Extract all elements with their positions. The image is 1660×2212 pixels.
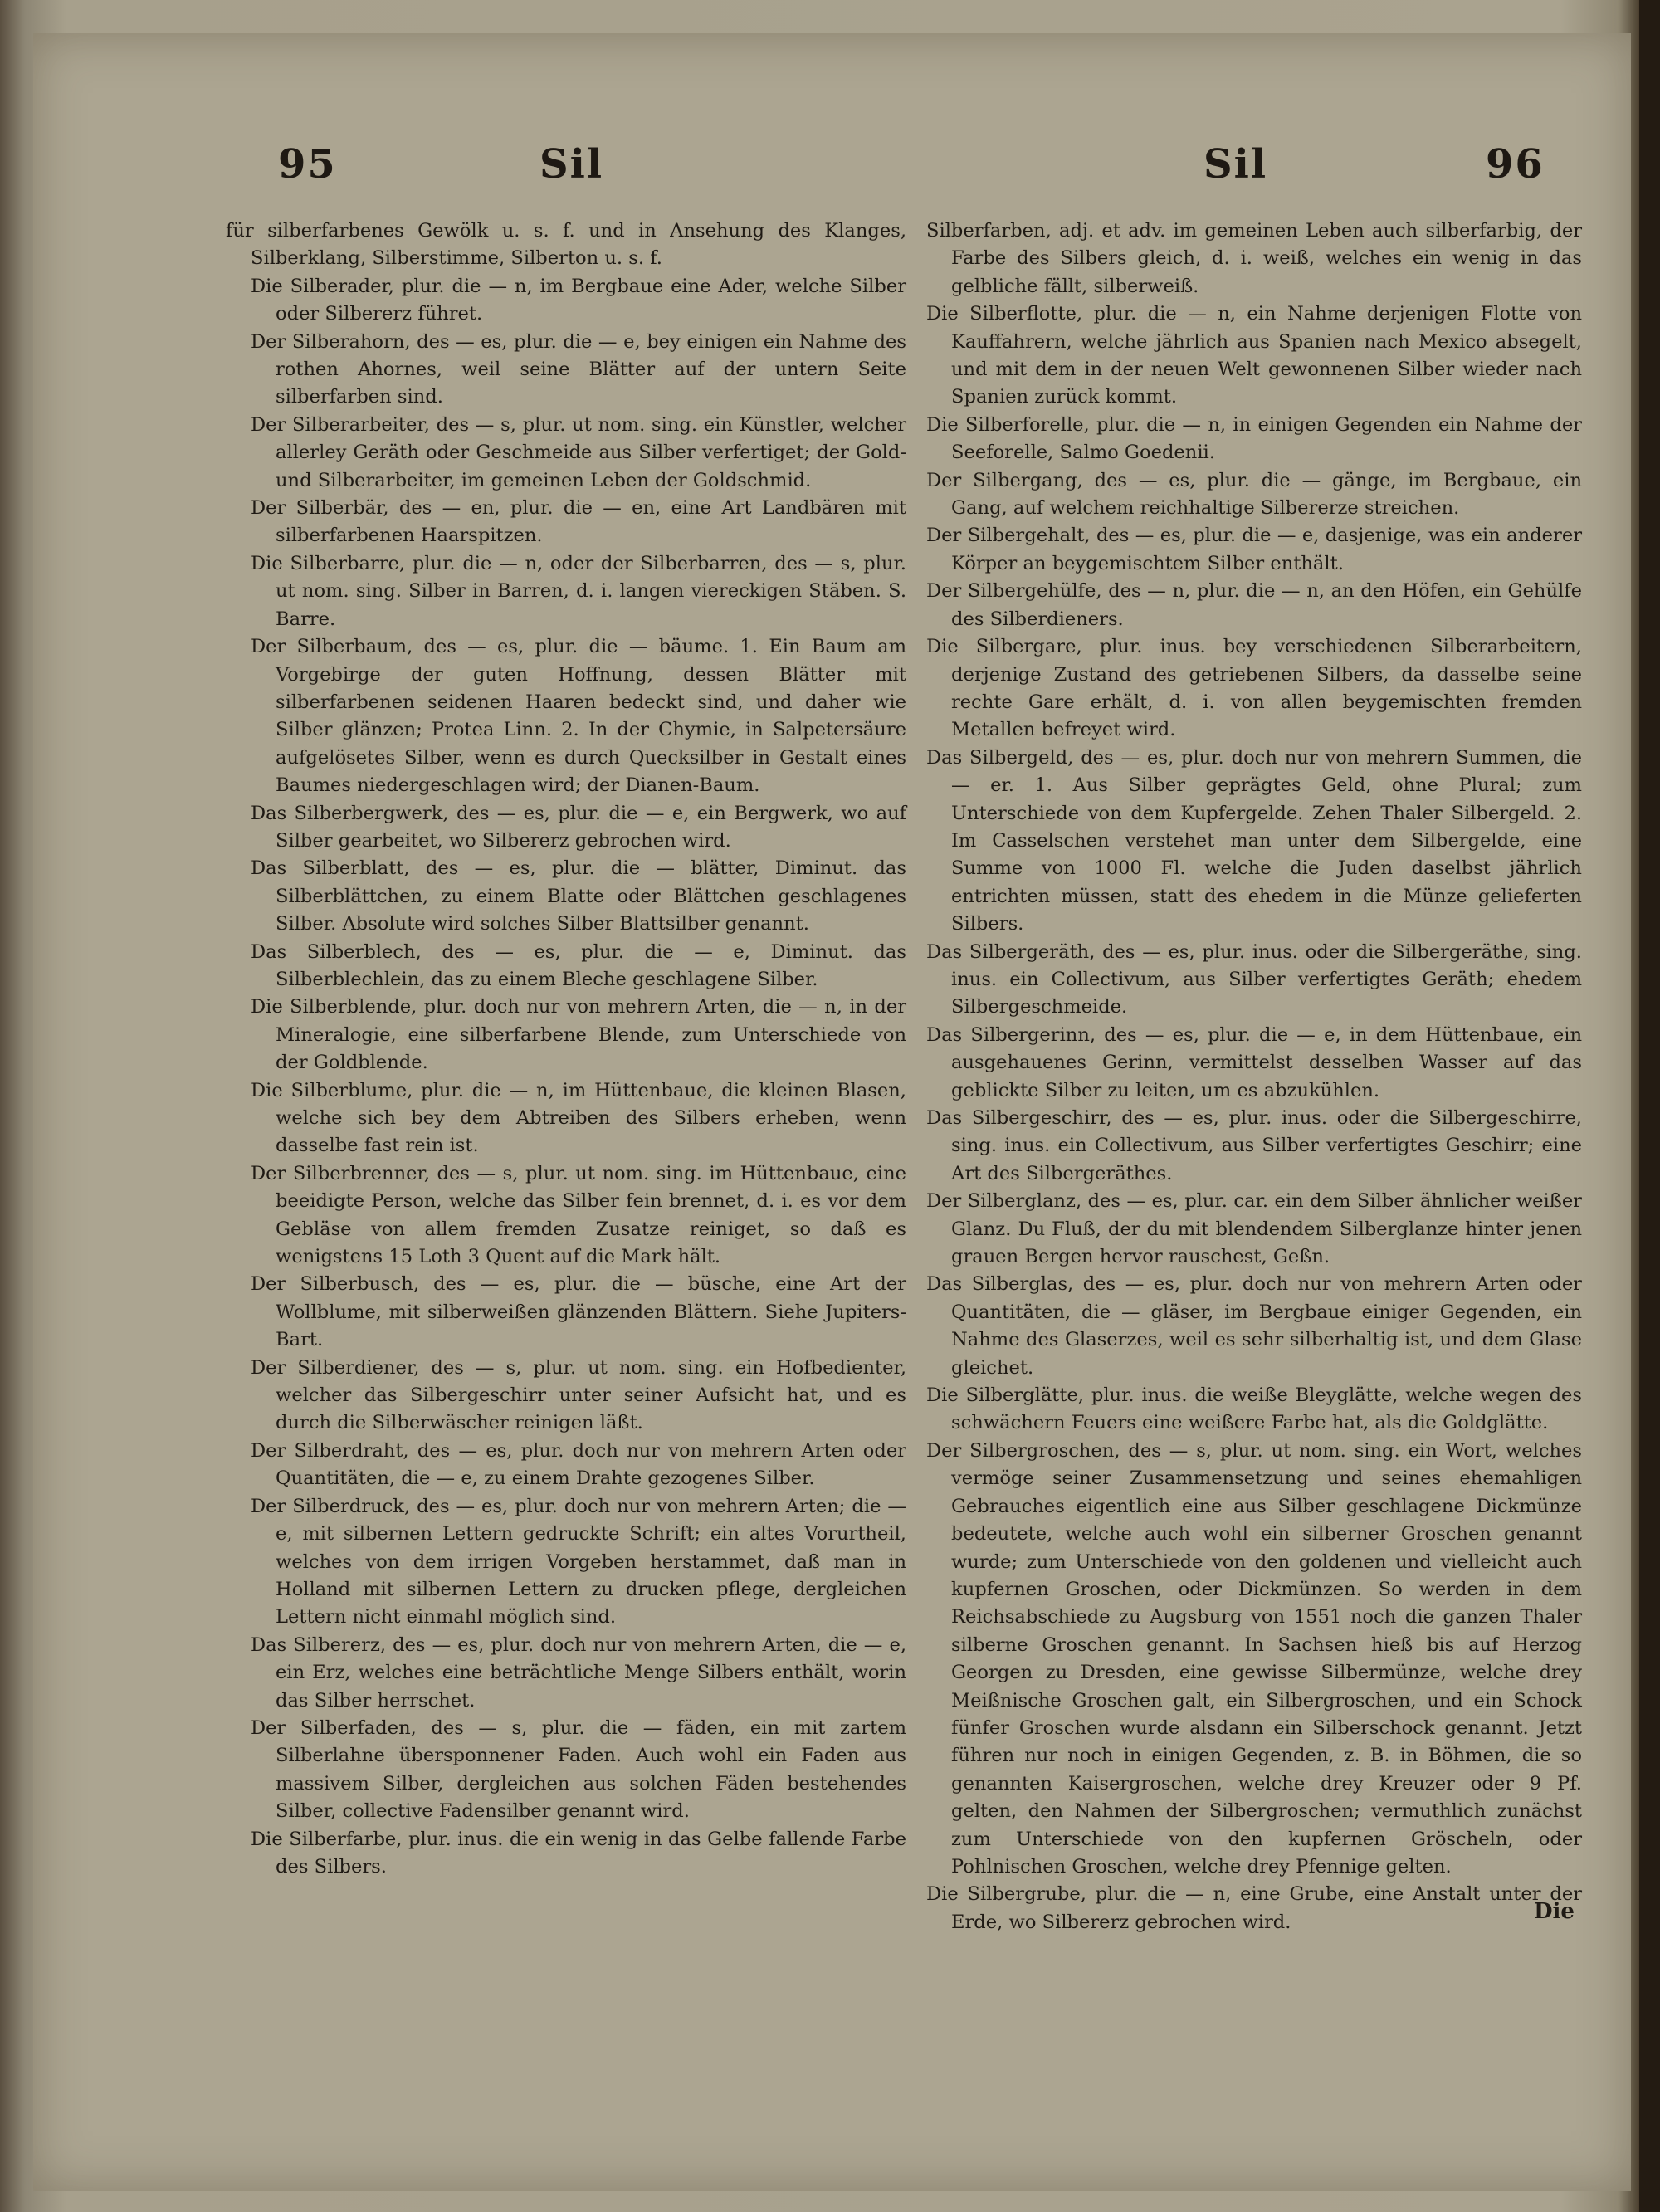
catchword: Die xyxy=(1534,1899,1575,1924)
dictionary-entry: Die Silberblende, plur. doch nur von mehrern Arten, die — n, in der Mineralogie, eine silberfarbene Blende, zum Unterschiede von der Goldblende. xyxy=(251,996,906,1074)
dictionary-entry: Die Silberblume, plur. die — n, im Hüttenbaue, die kleinen Blasen, welche sich bey dem Abtreiben des Silbers erheben, wenn dasselbe fast rein ist. xyxy=(251,1079,906,1157)
dictionary-entry: Die Silbergare, plur. inus. bey verschiedenen Silberarbeitern, derjenige Zustand des getriebenen Silbers, da dasselbe seine rechte Gare erhält, d. i. von allen beygemischten fremden Metallen befreyet wird. xyxy=(926,636,1582,741)
dictionary-entry: Der Silberbaum, des — es, plur. die — bäume. 1. Ein Baum am Vorgebirge der guten Hoffnung, dessen Blätter mit silberfarbenen seidenen Haaren bedeckt sind, und daher wie Silber glänzen; Protea Linn. 2. In der Chymie, in Salpetersäure aufgelösetes Silber, wenn es durch Quecksilber in Gestalt eines Baumes niedergeschlagen wird; der Dianen-Baum. xyxy=(251,636,906,797)
dictionary-entry: Die Silberfarbe, plur. inus. die ein wenig in das Gelbe fallende Farbe des Silbers. xyxy=(251,1828,906,1878)
dictionary-entry: Das Silbergeräth, des — es, plur. inus. oder die Silbergeräthe, sing. inus. ein Collectivum, aus Silber verfertigtes Geräth; ehedem Silbergeschmeide. xyxy=(926,940,1582,1018)
dictionary-entry: Der Silberarbeiter, des — s, plur. ut nom. sing. ein Künstler, welcher allerley Geräth oder Geschmeide aus Silber verfertiget; der Gold- und Silberarbeiter, im gemeinen Leben der Goldschmid. xyxy=(251,413,906,491)
dictionary-entry: Der Silberbär, des — en, plur. die — en, eine Art Landbären mit silberfarbenen Haarspitzen. xyxy=(251,497,906,547)
dictionary-entry: Das Silbergerinn, des — es, plur. die — e, in dem Hüttenbaue, ein ausgehauenes Gerinn, vermittelst desselben Wasser auf das geblickte Silber zu leiten, um es abzukühlen. xyxy=(926,1023,1582,1101)
dictionary-entry: Das Silberbergwerk, des — es, plur. die — e, ein Bergwerk, wo auf Silber gearbeitet, wo Silbererz gebrochen wird. xyxy=(251,802,906,852)
dictionary-entry: Der Silbergehalt, des — es, plur. die — e, dasjenige, was ein anderer Körper an beygemischtem Silber enthält. xyxy=(926,525,1582,574)
dictionary-entry: Der Silbergehülfe, des — n, plur. die — n, an den Höfen, ein Gehülfe des Silberdieners. xyxy=(926,580,1582,630)
right-running-head: Sil xyxy=(1204,141,1268,188)
dictionary-entry: Die Silberflotte, plur. die — n, ein Nahme derjenigen Flotte von Kauffahrern, welche jährlich aus Spanien nach Mexico absegelt, und mit dem in der neuen Welt gewonnenen Silber wieder nach Spanien zurück kommt. xyxy=(926,303,1582,408)
dictionary-entry: Der Silberglanz, des — es, plur. car. ein dem Silber ähnlicher weißer Glanz. Du Fluß, der du mit blendendem Silberglanze hinter jenen grauen Bergen hervor rauschest, Geßn. xyxy=(926,1190,1582,1268)
dictionary-entry: Der Silbergang, des — es, plur. die — gänge, im Bergbaue, ein Gang, auf welchem reichhaltige Silbererze streichen. xyxy=(926,469,1582,520)
dictionary-entry: Der Silberdiener, des — s, plur. ut nom. sing. ein Hofbedienter, welcher das Silbergeschirr unter seiner Aufsicht hat, und es durch die Silberwäscher reinigen läßt. xyxy=(251,1356,906,1434)
dictionary-entry: Der Silberfaden, des — s, plur. die — fäden, ein mit zartem Silberlahne übersponnener Faden. Auch wohl ein Faden aus massivem Silber, dergleichen aus solchen Fäden bestehendes Silber, collective Fadensilber genannt wird. xyxy=(251,1716,906,1823)
right-page-number: 96 xyxy=(1486,141,1545,188)
dictionary-entry: Das Silbererz, des — es, plur. doch nur von mehrern Arten, die — e, ein Erz, welches eine beträchtliche Menge Silbers enthält, worin das Silber herrschet. xyxy=(251,1633,906,1711)
dictionary-entry: Das Silberglas, des — es, plur. doch nur von mehrern Arten oder Quantitäten, die — gläser, im Bergbaue einiger Gegenden, ein Nahme des Glaserzes, weil es sehr silberhaltig ist, und dem Glase gleichet. xyxy=(926,1273,1582,1379)
right-column xyxy=(926,217,1582,1936)
dictionary-entry: Der Silberdruck, des — es, plur. doch nur von mehrern Arten; die — e, mit silbernen Lettern gedruckte Schrift; ein altes Vorurtheil, welches von dem irrigen Vorgeben herstammet, daß man in Holland mit silbernen Lettern zu drucken pflege, dergleichen Lettern nicht einmahl möglich sind. xyxy=(251,1495,906,1628)
dictionary-entry: Der Silberbusch, des — es, plur. die — büsche, eine Art der Wollblume, mit silberweißen glänzenden Blättern. Siehe Jupiters-Bart. xyxy=(251,1273,906,1351)
left-column xyxy=(226,217,906,1881)
dictionary-entry: für silberfarbenes Gewölk u. s. f. und in Ansehung des Klanges, Silberklang, Silberstimme, Silberton u. s. f. xyxy=(226,220,906,270)
dictionary-entry: Die Silberforelle, plur. die — n, in einigen Gegenden ein Nahme der Seeforelle, Salmo Goedenii. xyxy=(926,413,1582,464)
dictionary-entry: Der Silberahorn, des — es, plur. die — e, bey einigen ein Nahme des rothen Ahornes, weil seine Blätter auf der untern Seite silberfarben sind. xyxy=(251,330,906,408)
dictionary-entry: Das Silbergeld, des — es, plur. doch nur von mehrern Summen, die — er. 1. Aus Silber geprägtes Geld, ohne Plural; zum Unterschiede von dem Kupfergelde. Zehen Thaler Silbergeld. 2. Im Casselschen verstehet man unter dem Silbergelde, eine Summe von 1000 Fl. welche die Juden daselbst jährlich entrichten müssen, statt des ehedem in die Münze gelieferten Silbers. xyxy=(926,746,1582,935)
dictionary-entry: Das Silbergeschirr, des — es, plur. inus. oder die Silbergeschirre, sing. inus. ein Collectivum, aus Silber verfertigtes Geschirr; eine Art des Silbergeräthes. xyxy=(926,1107,1582,1184)
dictionary-entry: Der Silberdraht, des — es, plur. doch nur von mehrern Arten oder Quantitäten, die — e, zu einem Drahte gezogenes Silber. xyxy=(251,1439,906,1490)
dictionary-entry: Der Silberbrenner, des — s, plur. ut nom. sing. im Hüttenbaue, eine beeidigte Person, welche das Silber fein brennet, d. i. es vor dem Gebläse von allem fremden Zusatze reiniget, so daß es wenigstens 15 Loth 3 Quent auf die Mark hält. xyxy=(251,1162,906,1268)
dictionary-entry: Die Silberbarre, plur. die — n, oder der Silberbarren, des — s, plur. ut nom. sing. Silber in Barren, d. i. langen viereckigen Stäben. S. Barre. xyxy=(251,552,906,630)
dictionary-entry: Das Silberblech, des — es, plur. die — e, Diminut. das Silberblechlein, das zu einem Bleche geschlagene Silber. xyxy=(251,940,906,990)
book-gutter-edge xyxy=(1639,0,1660,2212)
left-page-number: 95 xyxy=(278,141,337,188)
dictionary-entry: Der Silbergroschen, des — s, plur. ut nom. sing. ein Wort, welches vermöge seiner Zusammensetzung und seines ehemahligen Gebrauches eigentlich eine aus Silber geschlagene Dickmünze bedeutete, welche auch wohl ein silberner Groschen genannt wurde; zum Unterschiede von den goldenen und vielleicht auch kupfernen Groschen, oder Dickmünzen. So werden in dem Reichsabschiede zu Augsburg von 1551 noch die ganzen Thaler silberne Groschen genannt. In Sachsen hieß bis auf Herzog Georgen zu Dresden, eine gewisse Silbermünze, welche drey Meißnische Groschen galt, ein Silbergroschen, und ein Schock fünfer Groschen wurde alsdann ein Silberschock genannt. Jetzt führen nur noch in einigen Gegenden, z. B. in Böhmen, die so genannten Kaisergroschen, welche drey Kreuzer oder 9 Pf. gelten, den Nahmen der Silbergroschen; vermuthlich zunächst zum Unterschiede von den kupfernen Gröscheln, oder Pohlnischen Groschen, welche drey Pfennige gelten. xyxy=(926,1439,1582,1878)
left-running-head: Sil xyxy=(540,141,604,188)
dictionary-entry: Das Silberblatt, des — es, plur. die — blätter, Diminut. das Silberblättchen, zu einem Blatte oder Blättchen geschlagenes Silber. Absolute wird solches Silber Blattsilber genannt. xyxy=(251,857,906,935)
dictionary-entry: Die Silberglätte, plur. inus. die weiße Bleyglätte, welche wegen des schwächern Feuers eine weißere Farbe hat, als die Goldglätte. xyxy=(926,1384,1582,1434)
dictionary-entry: Silberfarben, adj. et adv. im gemeinen Leben auch silberfarbig, der Farbe des Silbers gleich, d. i. weiß, welches ein wenig in das gelbliche fällt, silberweiß. xyxy=(926,220,1582,297)
dictionary-entry: Die Silberader, plur. die — n, im Bergbaue eine Ader, welche Silber oder Silbererz führet. xyxy=(251,275,906,325)
dictionary-entry: Die Silbergrube, plur. die — n, eine Grube, eine Anstalt unter der Erde, wo Silbererz gebrochen wird. xyxy=(926,1883,1582,1933)
